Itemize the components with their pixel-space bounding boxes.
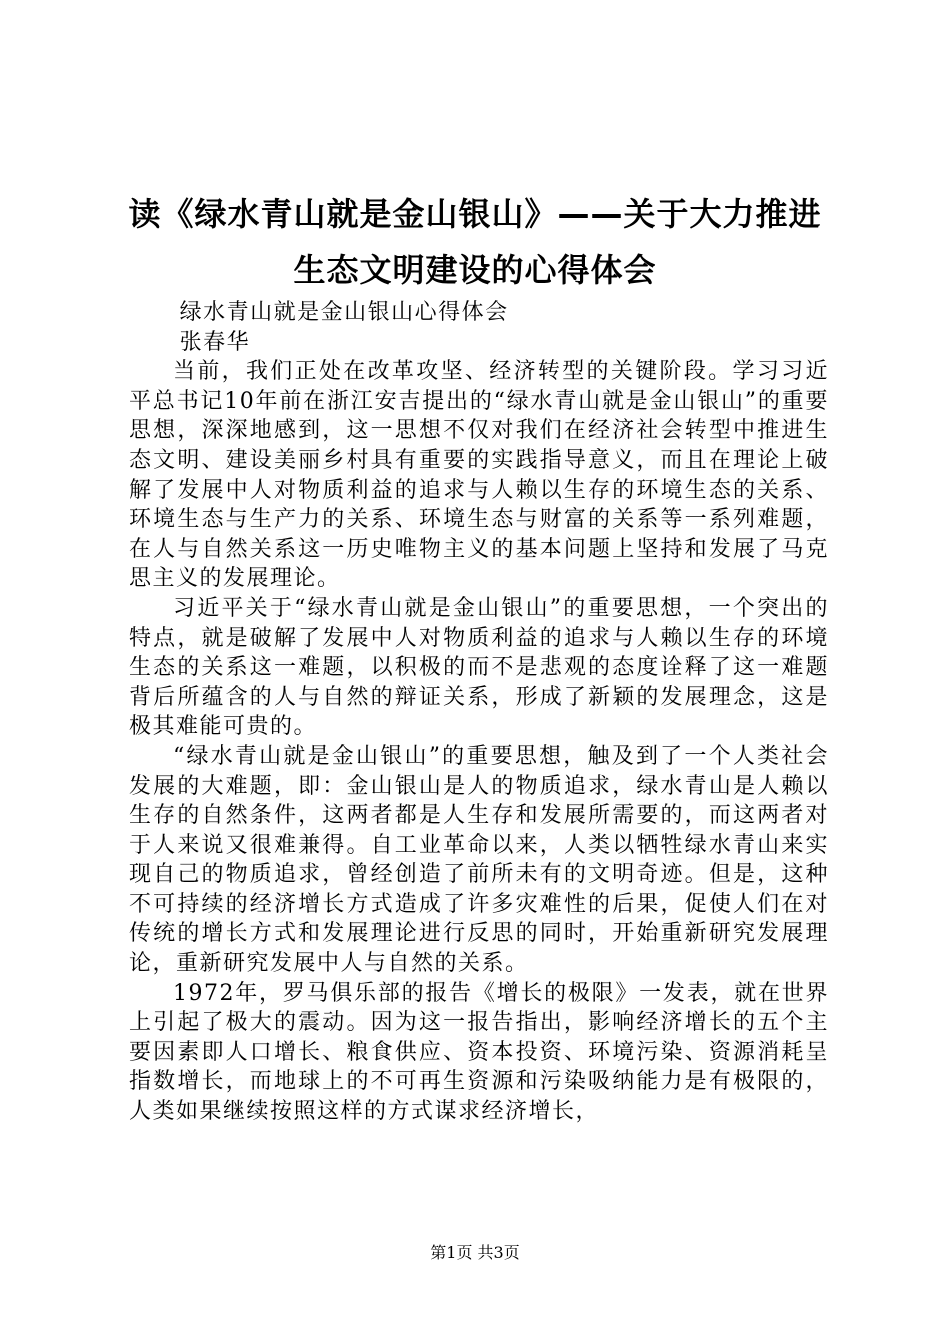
document-body xyxy=(129,298,829,1127)
paragraph-3: “绿水青山就是金山银山”的重要思想，触及到了一个人类社会发展的大难题，即：金山银山是人的物质追求，绿水青山是人赖以生存的自然条件，这两者都是人生存和发展所需要的，而这两者对于人来说又很难兼得。自工业革命以来，人类以牺牲绿水青山来实现自己的物质追求，曾经创造了前所未有的文明奇迹。但是，这种不可持续的经济增长方式造成了许多灾难性的后果，促使人们在对传统的增长方式和发展理论进行反思的同时，开始重新研究发展理论，重新研究发展中人与自然的关系。 xyxy=(129,743,829,977)
page-footer: 第1页 共3页 xyxy=(430,1243,520,1262)
document-title: 读《绿水青山就是金山银山》——关于大力推进生态文明建设的心得体会 xyxy=(128,195,822,289)
paragraph-4: 1972年，罗马俱乐部的报告《增长的极限》一发表，就在世界上引起了极大的震动。因为这一报告指出，影响经济增长的五个主要因素即人口增长、粮食供应、资本投资、环境污染、资源消耗呈指数增长，而地球上的不可再生资源和污染吸纳能力是有极限的，人类如果继续按照这样的方式谋求经济增长， xyxy=(129,980,829,1125)
paragraph-2: 习近平关于“绿水青山就是金山银山”的重要思想，一个突出的特点，就是破解了发展中人对物质利益的追求与人赖以生存的环境生态的关系这一难题，以积极的而不是悲观的态度诠释了这一难题背后所蕴含的人与自然的辩证关系，形成了新颖的发展理念，这是极其难能可贵的。 xyxy=(129,595,829,740)
document-author: 张春华 xyxy=(179,329,251,355)
document-subtitle: 绿水青山就是金山银山心得体会 xyxy=(179,300,509,325)
paragraph-1: 当前，我们正处在改革攻坚、经济转型的关键阶段。学习习近平总书记10年前在浙江安吉提出的“绿水青山就是金山银山”的重要思想，深深地感到，这一思想不仅对我们在经济社会转型中推进生态文明、建设美丽乡村具有重要的实践指导意义，而且在理论上破解了发展中人对物质利益的追求与人赖以生存的环境生态的关系、环境生态与生产力的关系、环境生态与财富的关系等一系列难题，在人与自然关系这一历史唯物主义的基本问题上坚持和发展了马克思主义的发展理论。 xyxy=(129,359,829,592)
